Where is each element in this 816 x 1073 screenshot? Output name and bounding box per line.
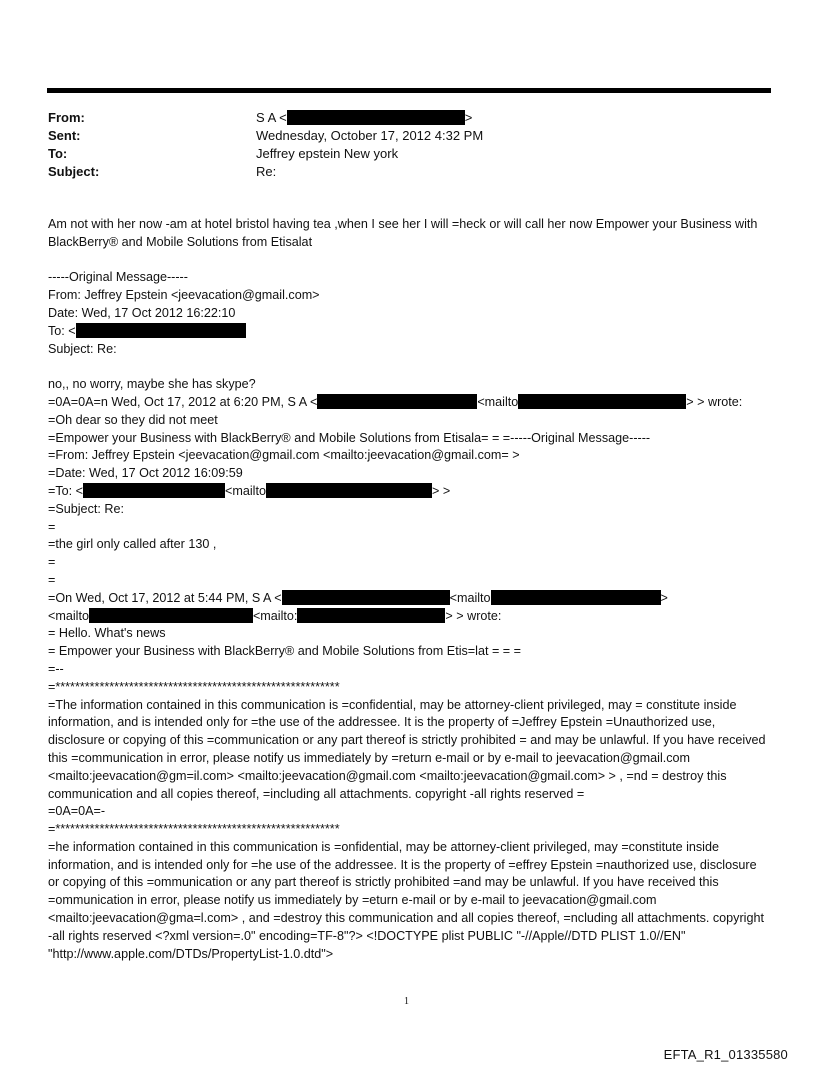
quoted-tail: > > wrote: <box>445 608 502 623</box>
sent-label: Sent: <box>48 128 81 143</box>
quoted-tail: > > <box>431 483 451 498</box>
intro-paragraph: Am not with her now -am at hotel bristol having tea ,when I see her I will =heck or will call her now Empower your Business with BlackBerry® and Mobile Solutions from Etisalat <box>48 217 758 249</box>
redaction-box <box>287 110 465 125</box>
orig-date: Date: Wed, 17 Oct 2012 16:22:10 <box>48 305 236 320</box>
orig-subject: Subject: Re: <box>48 341 117 356</box>
quoted-line: =Empower your Business with BlackBerry® and Mobile Solutions from Etisala= = =-----Original Message----- <box>48 430 651 445</box>
quoted-to: =To: < <box>48 483 84 498</box>
from-tail: > <box>464 110 473 125</box>
quoted-line: = Hello. What's news <box>48 626 166 641</box>
to-value: Jeffrey epstein New york <box>256 146 399 161</box>
original-message-marker: -----Original Message----- <box>48 270 188 285</box>
redaction-box <box>297 608 445 623</box>
email-body <box>48 216 768 963</box>
redaction-box <box>282 590 450 605</box>
quoted-on-line <box>48 590 768 608</box>
subject-label: Subject: <box>48 164 100 179</box>
message-text: no,, no worry, maybe she has skype? <box>48 377 256 392</box>
orig-to-line <box>48 323 768 341</box>
wrote-suffix: > > wrote: <box>686 394 743 409</box>
redaction-box <box>518 394 686 409</box>
quoted-mailto: <mailto <box>225 483 266 498</box>
quoted-line: = <box>48 519 56 534</box>
sent-value: Wednesday, October 17, 2012 4:32 PM <box>256 128 484 143</box>
quoted-line: =the girl only called after 130 , <box>48 537 217 552</box>
quoted-line: =From: Jeffrey Epstein <jeevacation@gmail.com <mailto:jeevacation@gmail.com= > <box>48 448 520 463</box>
quoted-mailto-line <box>48 608 768 626</box>
quoted-tail: > <box>660 590 668 605</box>
quoted-line: = <box>48 572 56 587</box>
from-name: S A < <box>256 110 287 125</box>
orig-from: From: Jeffrey Epstein <jeevacation@gmail.com> <box>48 288 320 303</box>
wrote-mailto: <mailto <box>477 394 519 409</box>
quoted-line: =0A=0A=- <box>48 804 106 819</box>
redaction-box <box>491 590 661 605</box>
quoted-line: =Oh dear so they did not meet <box>48 412 218 427</box>
from-label: From: <box>48 110 85 125</box>
quoted-line: =Subject: Re: <box>48 501 124 516</box>
orig-to: To: < <box>48 323 76 338</box>
quoted-line: =Date: Wed, 17 Oct 2012 16:09:59 <box>48 466 243 481</box>
page-number: 1 <box>404 996 409 1007</box>
wrote-prefix: =0A=0A=n Wed, Oct 17, 2012 at 6:20 PM, S A < <box>48 394 318 409</box>
separator-stars: =********************************************************** <box>48 679 340 694</box>
quoted-to-line <box>48 483 768 501</box>
redaction-box <box>317 394 477 409</box>
quoted-line: =-- <box>48 661 64 676</box>
bates-number: EFTA_R1_01335580 <box>663 1047 788 1062</box>
to-label: To: <box>48 146 68 161</box>
from-value <box>256 109 472 127</box>
subject-value: Re: <box>256 164 277 179</box>
disclaimer-paragraph: =he information contained in this communication is =onfidential, may be attorney-client privileged, may =constitute inside information, and is intended only for =he use of the addressee. It is the property of =effrey Epstein =nauthorized use, disclosure or copying of this =ommunication or any part thereof is strictly prohibited =and may be unlawful. If you have received this =ommunication in error, please notify us immediately by =eturn e-mail or by e-mail to jeevacation@gmail.com <mailto:jeevacation@gma=l.com> , and =destroy this communication and all copies thereof, =ncluding all attachments. copyright -all rights reserved <?xml version=.0" encoding=TF-8"?> <!DOCTYPE plist PUBLIC "-//Apple//DTD PLIST 1.0//EN" "http://www.apple.com/DTDs/PropertyList-1.0.dtd"> <box>48 839 764 961</box>
redaction-box <box>266 483 432 498</box>
quoted-mailto: <mailto <box>449 590 491 605</box>
quoted-line: = <box>48 555 56 570</box>
wrote-line <box>48 394 768 412</box>
redaction-box <box>89 608 253 623</box>
header-rule <box>47 88 771 93</box>
quoted-mailto: <mailto <box>48 608 89 623</box>
separator-stars: =********************************************************** <box>48 822 340 837</box>
redaction-box <box>76 323 246 338</box>
quoted-line: = Empower your Business with BlackBerry® and Mobile Solutions from Etis=lat = = = <box>48 644 522 659</box>
quoted-mailto: <mailto: <box>252 608 298 623</box>
disclaimer-paragraph: =The information contained in this communication is =confidential, may be attorney-client privileged, may = constitute inside information, and is intended only for =the use of the addressee. It is the property of =Jeffrey Epstein =Unauthorized use, disclosure or copying of this =communication or any part thereof is strictly prohibited = and may be unlawful. If you have received this =communication in error, please notify us immediately by =return e-mail or by e-mail to jeevacation@gmail.com <mailto:jeevacation@gm=il.com> <mailto:jeevacation@gmail.com <mailto:jeevacation@gmail.com> > , =nd = destroy this communication and all copies thereof, =including all attachments. copyright -all rights reserved = <box>48 697 766 801</box>
quoted-on: =On Wed, Oct 17, 2012 at 5:44 PM, S A < <box>48 590 282 605</box>
redaction-box <box>83 483 225 498</box>
